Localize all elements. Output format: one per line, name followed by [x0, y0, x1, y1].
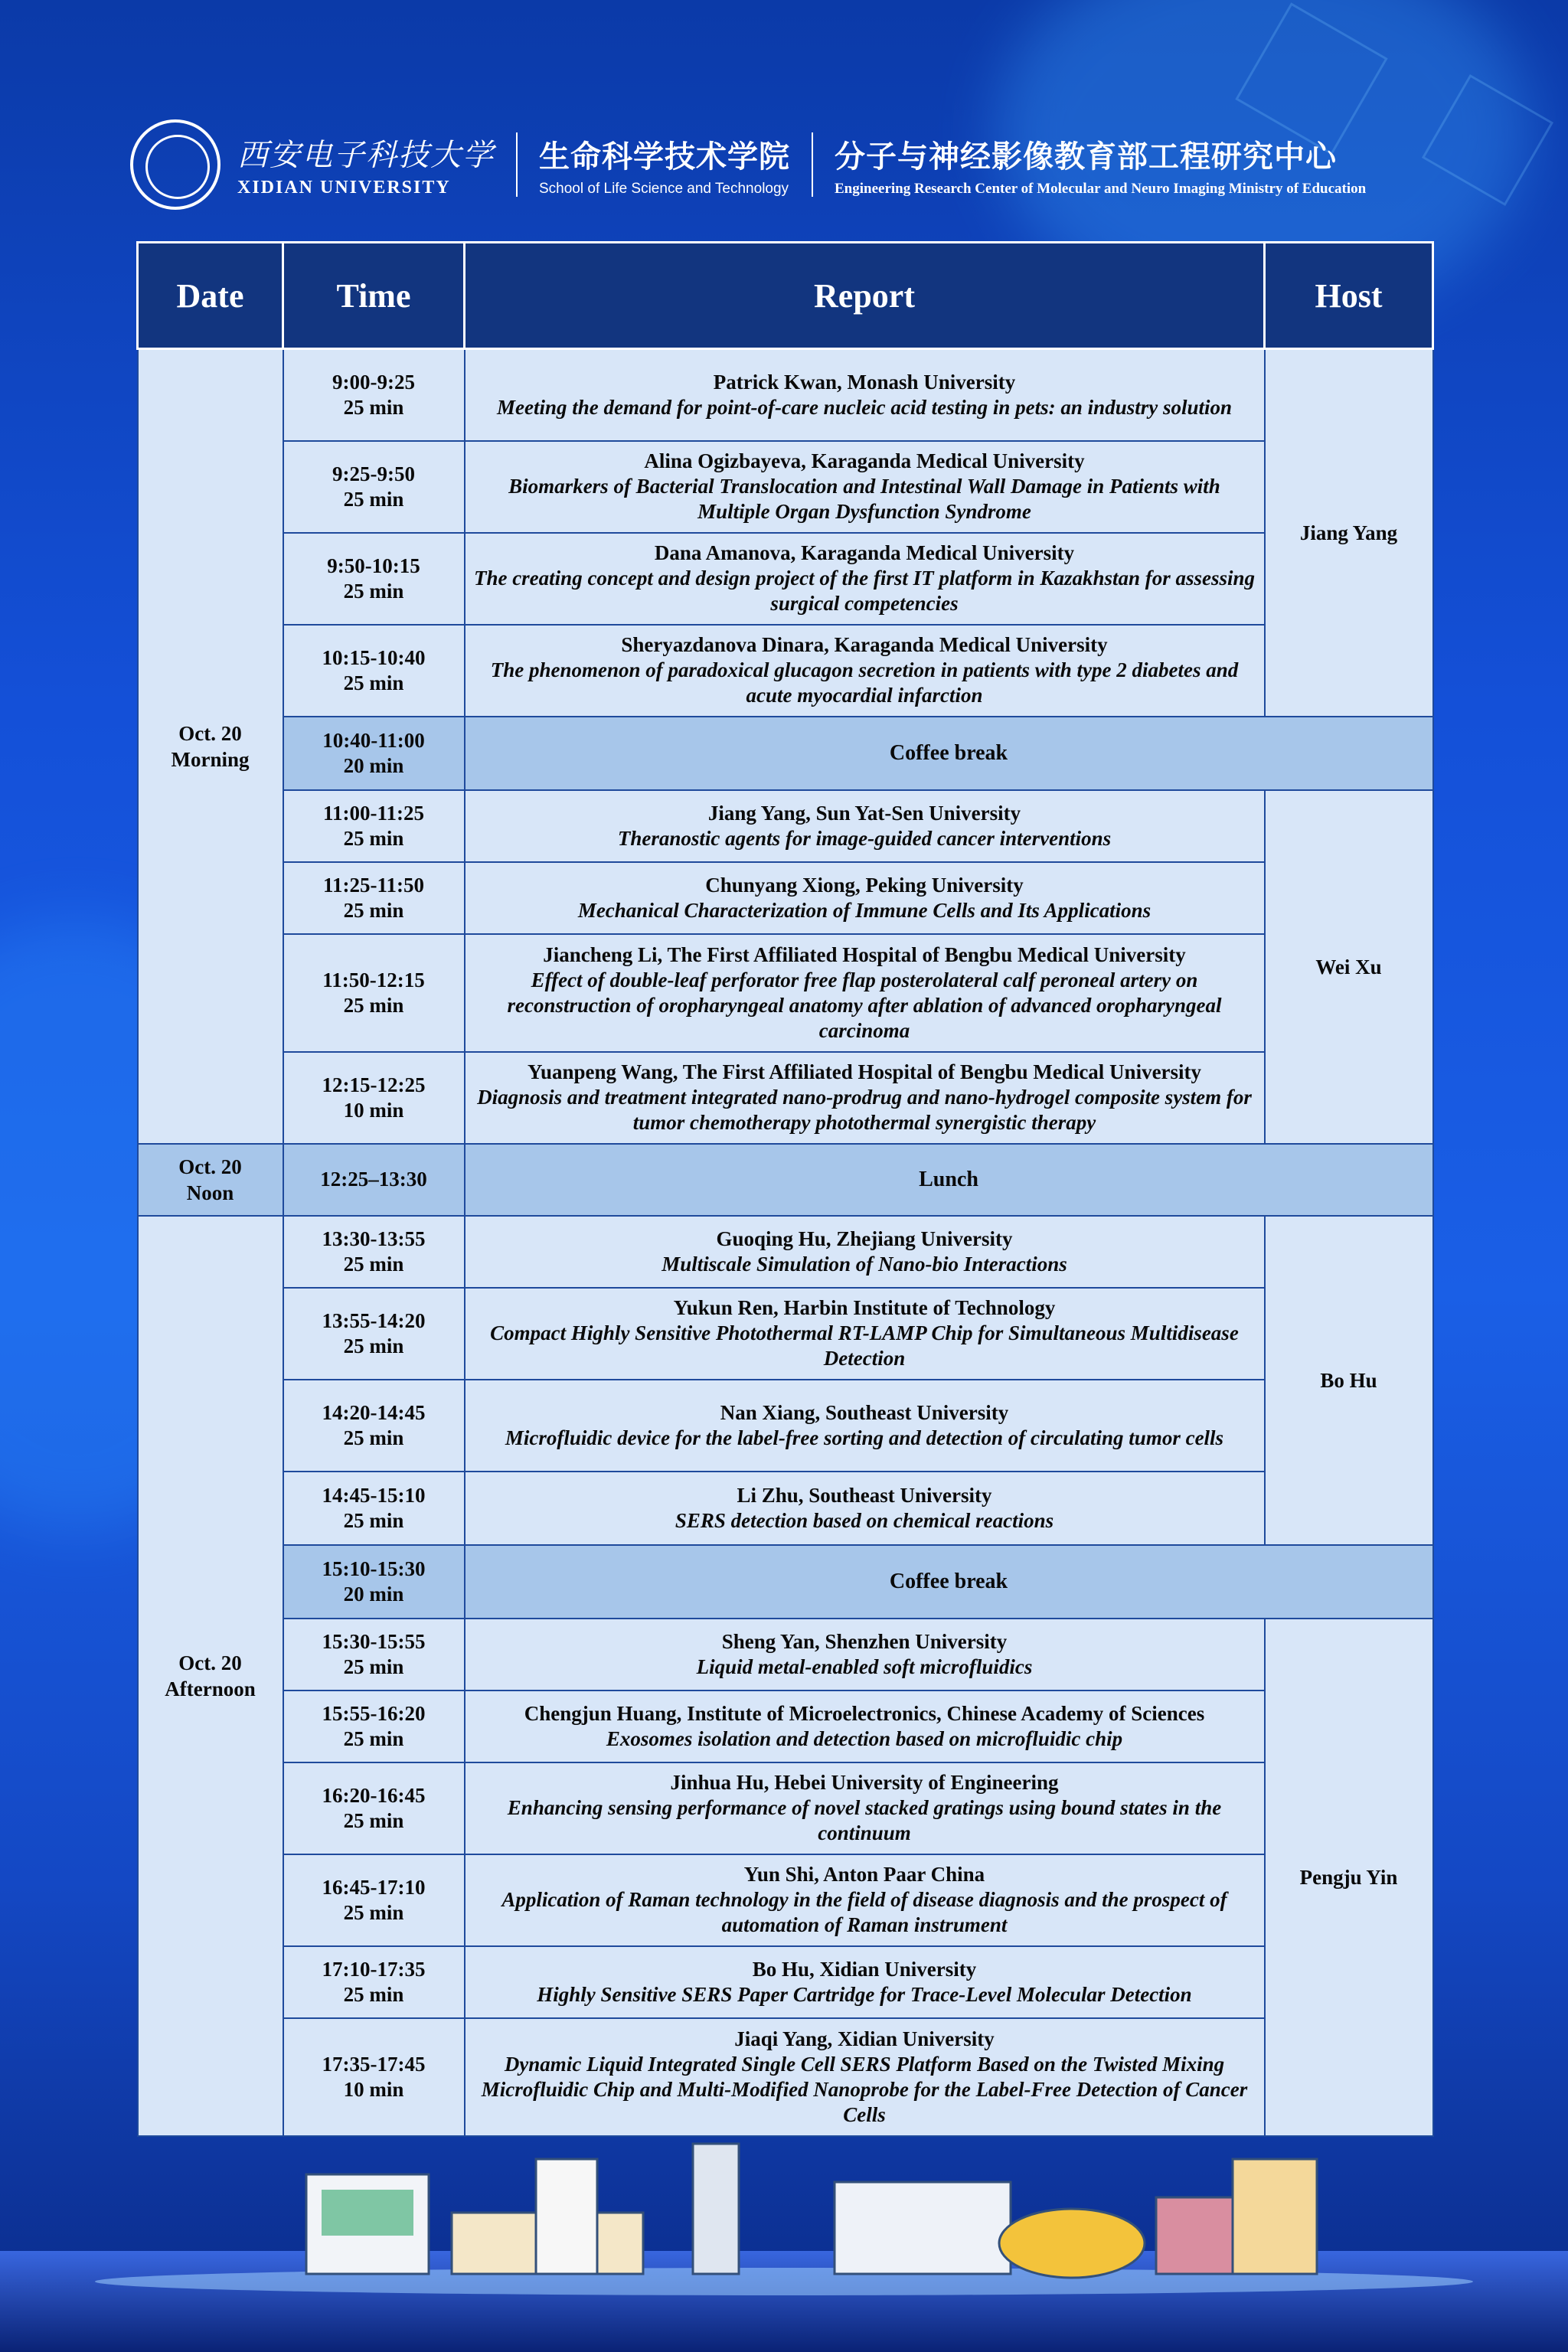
speaker: Yukun Ren, Harbin Institute of Technology [673, 1296, 1056, 1319]
report-cell [465, 1216, 1265, 1288]
report-cell [465, 1854, 1265, 1946]
session-noon: Oct. 20 Noon [138, 1144, 283, 1216]
coffee-break-row [138, 1545, 1433, 1619]
center-name-cn: 分子与神经影像教育部工程研究中心 [835, 139, 1337, 175]
report-cell [465, 1288, 1265, 1380]
time-cell: 10:40-11:00 20 min [283, 717, 465, 790]
talk-title: Mechanical Characterization of Immune Cells and Its Applications [577, 898, 1152, 922]
time-cell: 12:25–13:30 [283, 1144, 465, 1216]
talk-title: Liquid metal-enabled soft microfluidics [696, 1655, 1033, 1678]
speaker: Sheng Yan, Shenzhen University [721, 1629, 1008, 1653]
session-afternoon: Oct. 20 Afternoon [138, 1216, 283, 2136]
report-cell [465, 1052, 1265, 1144]
report-cell [465, 349, 1265, 441]
time-cell: 16:45-17:10 25 min [283, 1854, 465, 1946]
report-cell [465, 441, 1265, 533]
host-cell: Jiang Yang [1265, 349, 1433, 717]
host-cell: Pengju Yin [1265, 1619, 1433, 2136]
table-row [138, 862, 1433, 934]
speaker: Jiang Yang, Sun Yat-Sen University [707, 801, 1021, 825]
time-cell: 17:10-17:35 25 min [283, 1946, 465, 2018]
speaker: Jiaqi Yang, Xidian University [734, 2027, 995, 2050]
table-header-row [138, 243, 1433, 349]
time-cell: 14:20-14:45 25 min [283, 1380, 465, 1472]
school-name-cn: 生命科学技术学院 [539, 139, 790, 175]
campus-skyline-illustration [0, 2128, 1568, 2352]
center-name-en: Engineering Research Center of Molecular and Neuro Imaging Ministry of Education [835, 180, 1367, 197]
talk-title: Diagnosis and treatment integrated nano-prodrug and nano-hydrogel composite system for tumor chemotherapy photothermal synergistic therapy [477, 1086, 1252, 1134]
speaker: Bo Hu, Xidian University [752, 1957, 977, 1981]
page-header [130, 122, 1366, 207]
table-row [138, 349, 1433, 441]
talk-title: Application of Raman technology in the field of disease diagnosis and the prospect of automation of Raman instrument [501, 1888, 1227, 1936]
header-host: Host [1265, 243, 1433, 349]
talk-title: The creating concept and design project of the first IT platform in Kazakhstan for assessing surgical competencies [473, 567, 1256, 615]
table-row [138, 1472, 1433, 1545]
table-row [138, 1619, 1433, 1690]
talk-title: Biomarkers of Bacterial Translocation and Intestinal Wall Damage in Patients with Multiple Organ Dysfunction Syndrome [508, 475, 1220, 523]
talk-title: Meeting the demand for point-of-care nucleic acid testing in pets: an industry solution [496, 395, 1233, 419]
speaker: Patrick Kwan, Monash University [713, 370, 1016, 394]
university-name-cn: 西安电子科技大学 [237, 138, 495, 173]
speaker: Yun Shi, Anton Paar China [743, 1863, 985, 1886]
time-cell: 11:00-11:25 25 min [283, 790, 465, 862]
header-divider [812, 132, 813, 197]
talk-title: Exosomes isolation and detection based on microfluidic chip [606, 1726, 1123, 1750]
time-cell: 16:20-16:45 25 min [283, 1762, 465, 1854]
report-cell [465, 1380, 1265, 1472]
time-cell: 9:25-9:50 25 min [283, 441, 465, 533]
time-cell: 11:25-11:50 25 min [283, 862, 465, 934]
report-cell [465, 2018, 1265, 2136]
speaker: Guoqing Hu, Zhejiang University [716, 1227, 1013, 1250]
table-row [138, 1052, 1433, 1144]
report-cell [465, 790, 1265, 862]
table-row [138, 1288, 1433, 1380]
speaker: Sheryazdanova Dinara, Karaganda Medical University [621, 633, 1108, 656]
schedule-table [136, 241, 1434, 2137]
host-cell: Wei Xu [1265, 790, 1433, 1144]
table-row [138, 533, 1433, 625]
university-seal-logo [130, 119, 220, 210]
time-cell: 11:50-12:15 25 min [283, 934, 465, 1052]
talk-title: Enhancing sensing performance of novel stacked gratings using bound states in the continuum [507, 1796, 1222, 1844]
time-cell: 9:50-10:15 25 min [283, 533, 465, 625]
header-divider [516, 132, 518, 197]
speaker: Chengjun Huang, Institute of Microelectronics, Chinese Academy of Sciences [524, 1701, 1205, 1725]
speaker: Li Zhu, Southeast University [737, 1483, 992, 1507]
talk-title: The phenomenon of paradoxical glucagon secretion in patients with type 2 diabetes and acute myocardial infarction [490, 658, 1239, 707]
time-cell: 14:45-15:10 25 min [283, 1472, 465, 1545]
report-cell [465, 625, 1265, 717]
table-row [138, 1762, 1433, 1854]
header-date: Date [138, 243, 283, 349]
school-name-en: School of Life Science and Technology [539, 180, 789, 197]
time-cell: 13:30-13:55 25 min [283, 1216, 465, 1288]
table-row [138, 441, 1433, 533]
table-row [138, 1380, 1433, 1472]
center-name [835, 132, 1366, 198]
time-cell: 15:10-15:30 20 min [283, 1545, 465, 1619]
speaker: Dana Amanova, Karaganda Medical University [654, 541, 1075, 564]
table-row [138, 1946, 1433, 2018]
speaker: Yuanpeng Wang, The First Affiliated Hospital of Bengbu Medical University [527, 1060, 1202, 1083]
talk-title: Effect of double-leaf perforator free flap posterolateral calf peroneal artery on reconstruction of oropharyngeal anatomy after ablation of advanced oropharyngeal carcinoma [507, 968, 1222, 1042]
report-cell [465, 1946, 1265, 2018]
table-row [138, 2018, 1433, 2136]
talk-title: Compact Highly Sensitive Photothermal RT-LAMP Chip for Simultaneous Multidisease Detection [490, 1321, 1239, 1370]
time-cell: 10:15-10:40 25 min [283, 625, 465, 717]
table-row [138, 790, 1433, 862]
coffee-break-label: Coffee break [465, 1545, 1433, 1619]
speaker: Jiancheng Li, The First Affiliated Hospital of Bengbu Medical University [543, 942, 1186, 966]
talk-title: Theranostic agents for image-guided cancer interventions [617, 826, 1112, 850]
lunch-row [138, 1144, 1433, 1216]
time-cell: 15:30-15:55 25 min [283, 1619, 465, 1690]
speaker: Jinhua Hu, Hebei University of Engineering [670, 1771, 1059, 1794]
coffee-break-label: Coffee break [465, 717, 1433, 790]
session-morning: Oct. 20 Morning [138, 349, 283, 1144]
talk-title: SERS detection based on chemical reactions [675, 1508, 1054, 1532]
report-cell [465, 533, 1265, 625]
speaker: Chunyang Xiong, Peking University [705, 873, 1024, 897]
time-cell: 17:35-17:45 10 min [283, 2018, 465, 2136]
lunch-label: Lunch [465, 1144, 1433, 1216]
speaker: Alina Ogizbayeva, Karaganda Medical University [644, 449, 1085, 472]
table-row [138, 625, 1433, 717]
coffee-break-row [138, 717, 1433, 790]
header-time: Time [283, 243, 465, 349]
university-name-en: XIDIAN UNIVERSITY [237, 178, 451, 198]
report-cell [465, 1762, 1265, 1854]
report-cell [465, 1619, 1265, 1690]
header-report: Report [465, 243, 1265, 349]
report-cell [465, 934, 1265, 1052]
time-cell: 13:55-14:20 25 min [283, 1288, 465, 1380]
time-cell: 15:55-16:20 25 min [283, 1690, 465, 1762]
table-row [138, 934, 1433, 1052]
time-cell: 9:00-9:25 25 min [283, 349, 465, 441]
university-name [237, 131, 495, 198]
table-row [138, 1854, 1433, 1946]
table-row [138, 1216, 1433, 1288]
talk-title: Highly Sensitive SERS Paper Cartridge for Trace-Level Molecular Detection [537, 1982, 1192, 2006]
talk-title: Multiscale Simulation of Nano-bio Interactions [662, 1252, 1067, 1276]
talk-title: Microfluidic device for the label-free sorting and detection of circulating tumor cells [505, 1426, 1224, 1449]
speaker: Nan Xiang, Southeast University [720, 1400, 1009, 1424]
host-cell: Bo Hu [1265, 1216, 1433, 1545]
report-cell [465, 862, 1265, 934]
report-cell [465, 1472, 1265, 1545]
time-cell: 12:15-12:25 10 min [283, 1052, 465, 1144]
school-name [539, 132, 790, 198]
report-cell [465, 1690, 1265, 1762]
talk-title: Dynamic Liquid Integrated Single Cell SERS Platform Based on the Twisted Mixing Microfluidic Chip and Multi-Modified Nanoprobe for the Label-Free Detection of Cancer Cells [481, 2052, 1248, 2126]
table-row [138, 1690, 1433, 1762]
